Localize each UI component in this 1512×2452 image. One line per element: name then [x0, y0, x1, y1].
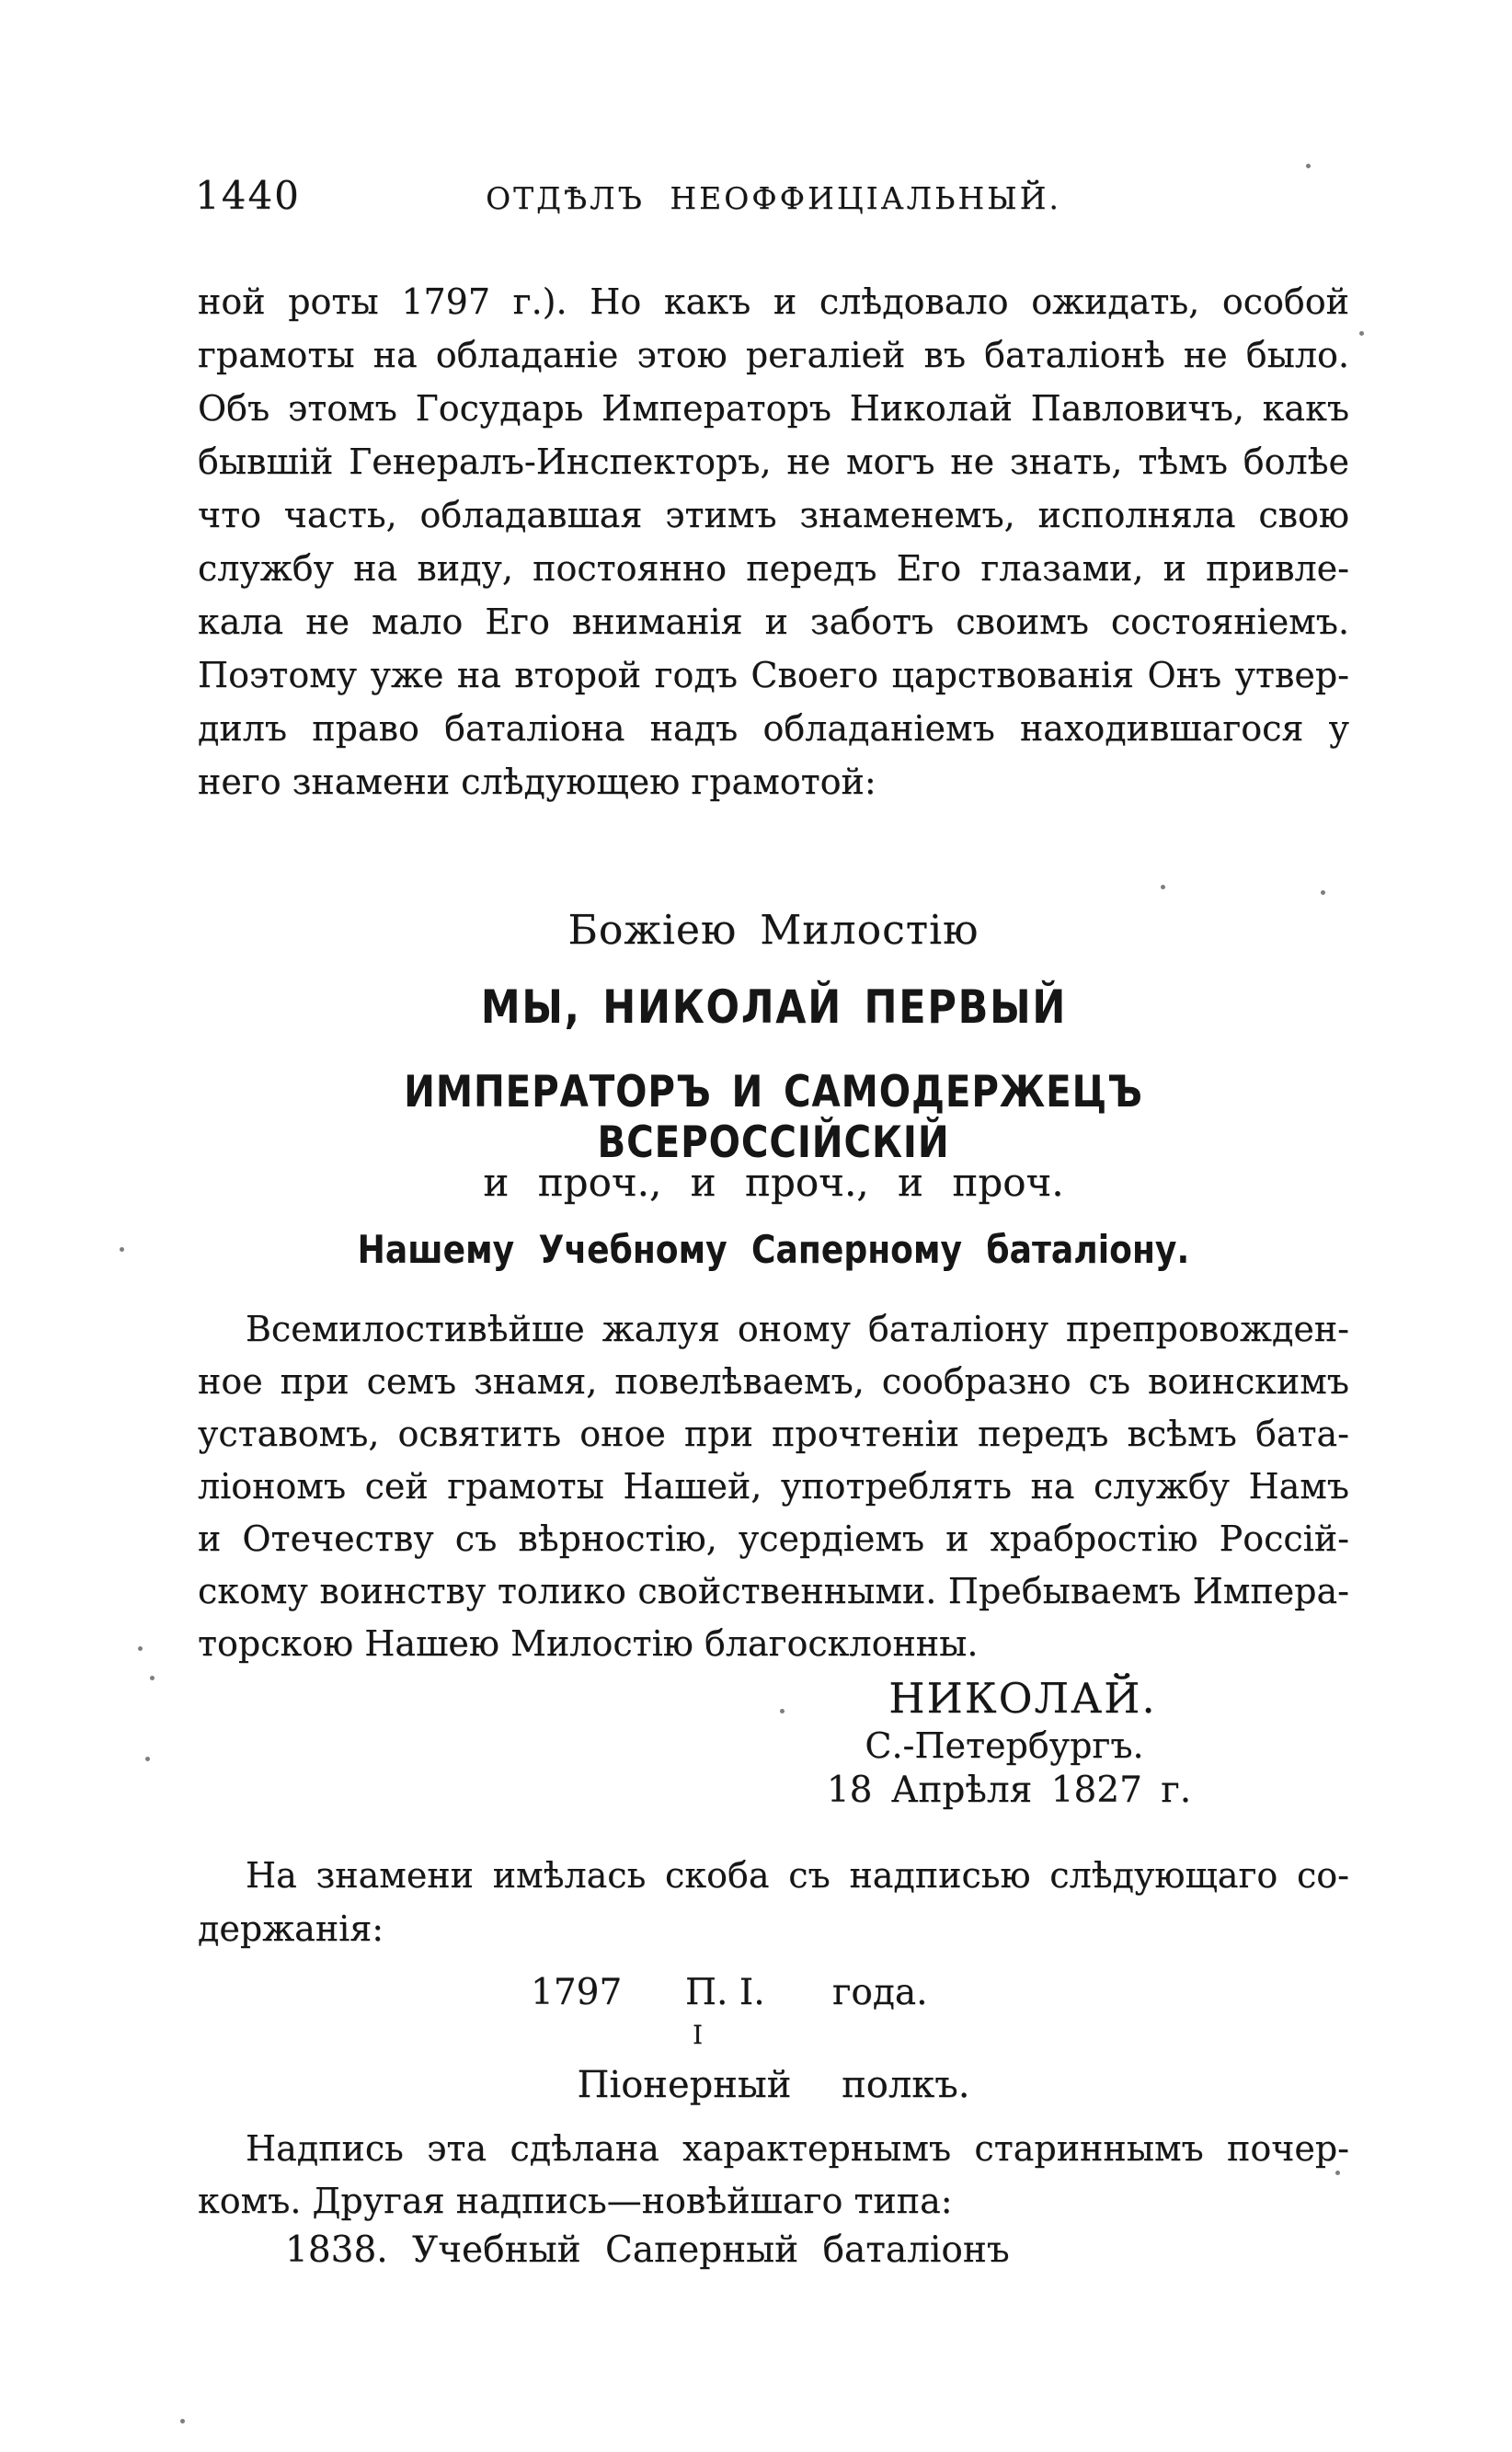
- scan-speck: [1321, 890, 1325, 895]
- inscription-para-line: На знамени имѣлась скоба съ надписью слѣдующаго со-: [246, 1855, 1349, 1896]
- intro-line: бывшій Генералъ-Инспекторъ, не могъ не знать, тѣмъ болѣе: [198, 441, 1349, 482]
- charter-place: С.-Петербургъ.: [865, 1725, 1144, 1766]
- intro-line: Объ этомъ Государь Императоръ Николай Павловичъ, какъ: [198, 388, 1349, 429]
- intro-line: кала не мало Его вниманія и заботъ своимъ состояніемъ.: [198, 602, 1349, 642]
- charter-line: Всемилостивѣйше жалуя оному баталіону препровожден-: [246, 1309, 1349, 1349]
- charter-line: и Отечеству съ вѣрностію, усердіемъ и храбростію Россій-: [198, 1518, 1349, 1559]
- charter-invocation: Божіею Милостію: [567, 907, 979, 954]
- scan-speck: [145, 1757, 150, 1761]
- scan-speck: [1359, 331, 1364, 336]
- second-inscription: 1838. Учебный Саперный баталіонъ: [285, 2229, 1010, 2271]
- charter-line: ное при семъ знамя, повелѣваемъ, сообразно съ воинскимъ: [198, 1361, 1349, 1402]
- scan-speck: [120, 1247, 124, 1252]
- intro-line: что часть, обладавшая этимъ знаменемъ, исполняла свою: [198, 495, 1349, 535]
- inscription-regiment: Піонерный полкъ.: [577, 2064, 970, 2106]
- scan-speck: [180, 2419, 185, 2423]
- inscription-para-line: держанія:: [198, 1908, 384, 1949]
- charter-royal-title-line2: [198, 1067, 1349, 1168]
- scan-speck: [1306, 164, 1311, 168]
- charter-signature: НИКОЛАЙ.: [888, 1674, 1157, 1723]
- inscription-cipher: П. I.: [685, 1972, 765, 2013]
- intro-line: ной роты 1797 г.). Но какъ и слѣдовало ожидать, особой: [198, 281, 1349, 322]
- inscription-year-word: года.: [832, 1972, 928, 2013]
- charter-royal-title-line1: [198, 980, 1349, 1034]
- intro-line: службу на виду, постоянно передъ Его глазами, и привле-: [198, 548, 1349, 589]
- charter-line: ліономъ сей грамоты Нашей, употреблять на службу Намъ: [198, 1466, 1349, 1507]
- charter-et-cetera: и проч., и проч., и проч.: [483, 1160, 1064, 1205]
- intro-line: дилъ право баталіона надъ обладаніемъ находившагося у: [198, 708, 1349, 749]
- page-number: 1440: [195, 173, 301, 218]
- charter-line: уставомъ, освятить оное при прочтеніи передъ всѣмъ бата-: [198, 1414, 1349, 1454]
- charter-royal-title-line2-text: ИМПЕРАТОРЪ И САМОДЕРЖЕЦЪ ВСЕРОССІЙСКІЙ: [404, 1067, 1143, 1168]
- intro-line: грамоты на обладаніе этою регаліей въ баталіонѣ не было.: [198, 335, 1349, 375]
- scan-speck: [1161, 885, 1165, 889]
- charter-addressee-text: Нашему Учебному Саперному баталіону.: [357, 1227, 1190, 1272]
- inscription-cipher-subscript: I: [693, 2020, 704, 2050]
- scan-speck: [138, 1646, 143, 1651]
- charter-date: 18 Апрѣля 1827 г.: [826, 1770, 1192, 1811]
- intro-line: Поэтому уже на второй годъ Своего царствованія Онъ утвер-: [198, 655, 1349, 695]
- inscription-year: 1797: [531, 1972, 623, 2013]
- running-title: ОТДѢЛЪ НЕОФФИЦІАЛЬНЫЙ.: [486, 180, 1061, 216]
- intro-line: него знамени слѣдующею грамотой:: [198, 762, 876, 802]
- note-line: Надпись эта сдѣлана характернымъ стариннымъ почер-: [246, 2128, 1349, 2169]
- scan-speck: [1335, 2171, 1340, 2175]
- charter-royal-title-line1-text: МЫ, НИКОЛАЙ ПЕРВЫЙ: [480, 980, 1067, 1034]
- scan-speck: [780, 1709, 785, 1713]
- note-line: комъ. Другая надпись—новѣйшаго типа:: [198, 2181, 953, 2221]
- charter-addressee: [198, 1227, 1349, 1272]
- charter-line: скому воинству толико свойственными. Пребываемъ Импера-: [198, 1571, 1349, 1611]
- charter-line: торскою Нашею Милостію благосклонны.: [198, 1623, 979, 1664]
- scan-speck: [150, 1676, 155, 1680]
